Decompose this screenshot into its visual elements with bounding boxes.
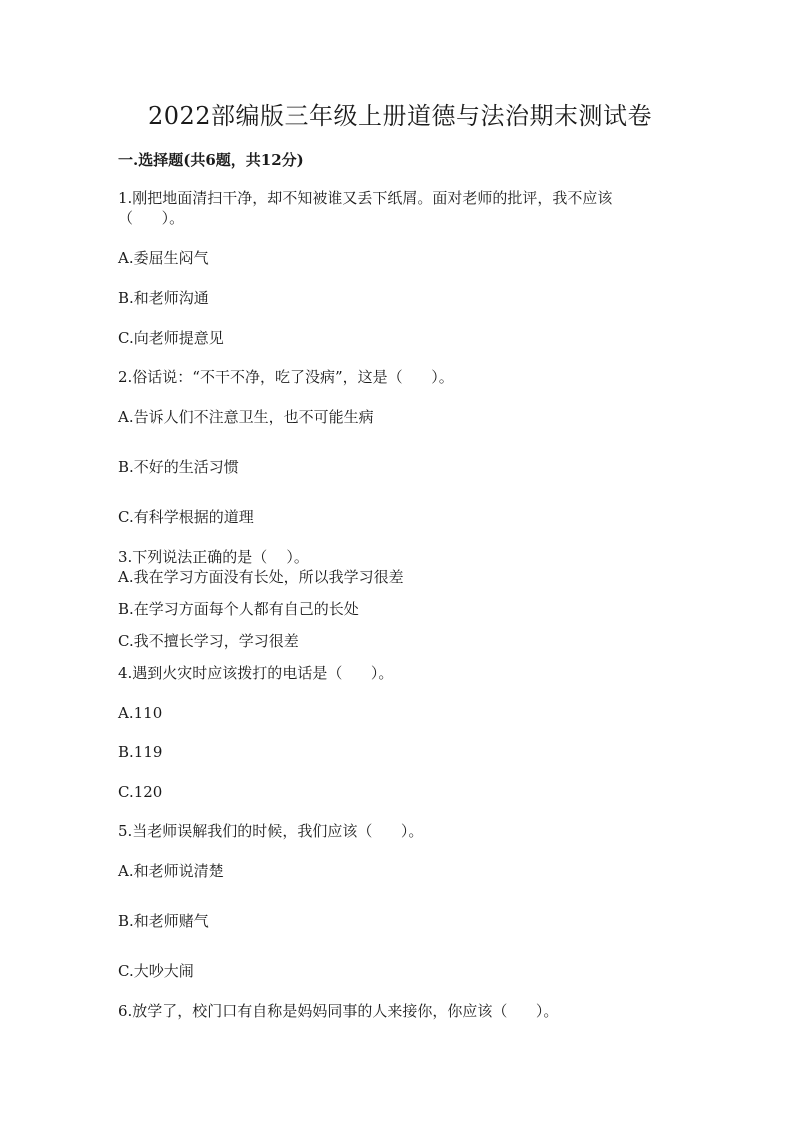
question-5-option-a: A.和老师说清楚 <box>118 862 224 880</box>
question-3-option-b: B.在学习方面每个人都有自己的长处 <box>118 600 359 618</box>
question-1-blank: （ ）。 <box>118 209 185 227</box>
question-4-option-b: B.119 <box>118 743 163 761</box>
question-2-stem: 2.俗话说：“不干不净，吃了没病”，这是（ ）。 <box>118 368 454 386</box>
question-2-option-c: C.有科学根据的道理 <box>118 508 254 526</box>
question-5-stem: 5.当老师误解我们的时候，我们应该（ ）。 <box>118 822 424 840</box>
question-3-option-c: C.我不擅长学习，学习很差 <box>118 632 299 650</box>
question-6-stem: 6.放学了，校门口有自称是妈妈同事的人来接你，你应该（ ）。 <box>118 1002 559 1020</box>
question-1-option-a: A.委屈生闷气 <box>118 249 209 267</box>
question-4-option-a: A.110 <box>118 704 163 722</box>
question-5-option-b: B.和老师赌气 <box>118 912 209 930</box>
question-2-option-a: A.告诉人们不注意卫生，也不可能生病 <box>118 408 374 426</box>
question-5-option-c: C.大吵大闹 <box>118 962 194 980</box>
question-3-stem: 3.下列说法正确的是（ ）。 <box>118 548 309 566</box>
question-2-option-b: B.不好的生活习惯 <box>118 458 239 476</box>
page-title: 2022部编版三年级上册道德与法治期末测试卷 <box>147 102 653 130</box>
question-4-stem: 4.遇到火灾时应该拨打的电话是（ ）。 <box>118 664 394 682</box>
section-heading: 一.选择题(共6题，共12分) <box>118 151 304 169</box>
question-4-option-c: C.120 <box>118 783 163 801</box>
question-1-option-c: C.向老师提意见 <box>118 329 224 347</box>
question-3-option-a: A.我在学习方面没有长处，所以我学习很差 <box>118 568 404 586</box>
question-1-stem: 1.刚把地面清扫干净，却不知被谁又丢下纸屑。面对老师的批评，我不应该 <box>118 189 613 207</box>
question-1-option-b: B.和老师沟通 <box>118 289 209 307</box>
